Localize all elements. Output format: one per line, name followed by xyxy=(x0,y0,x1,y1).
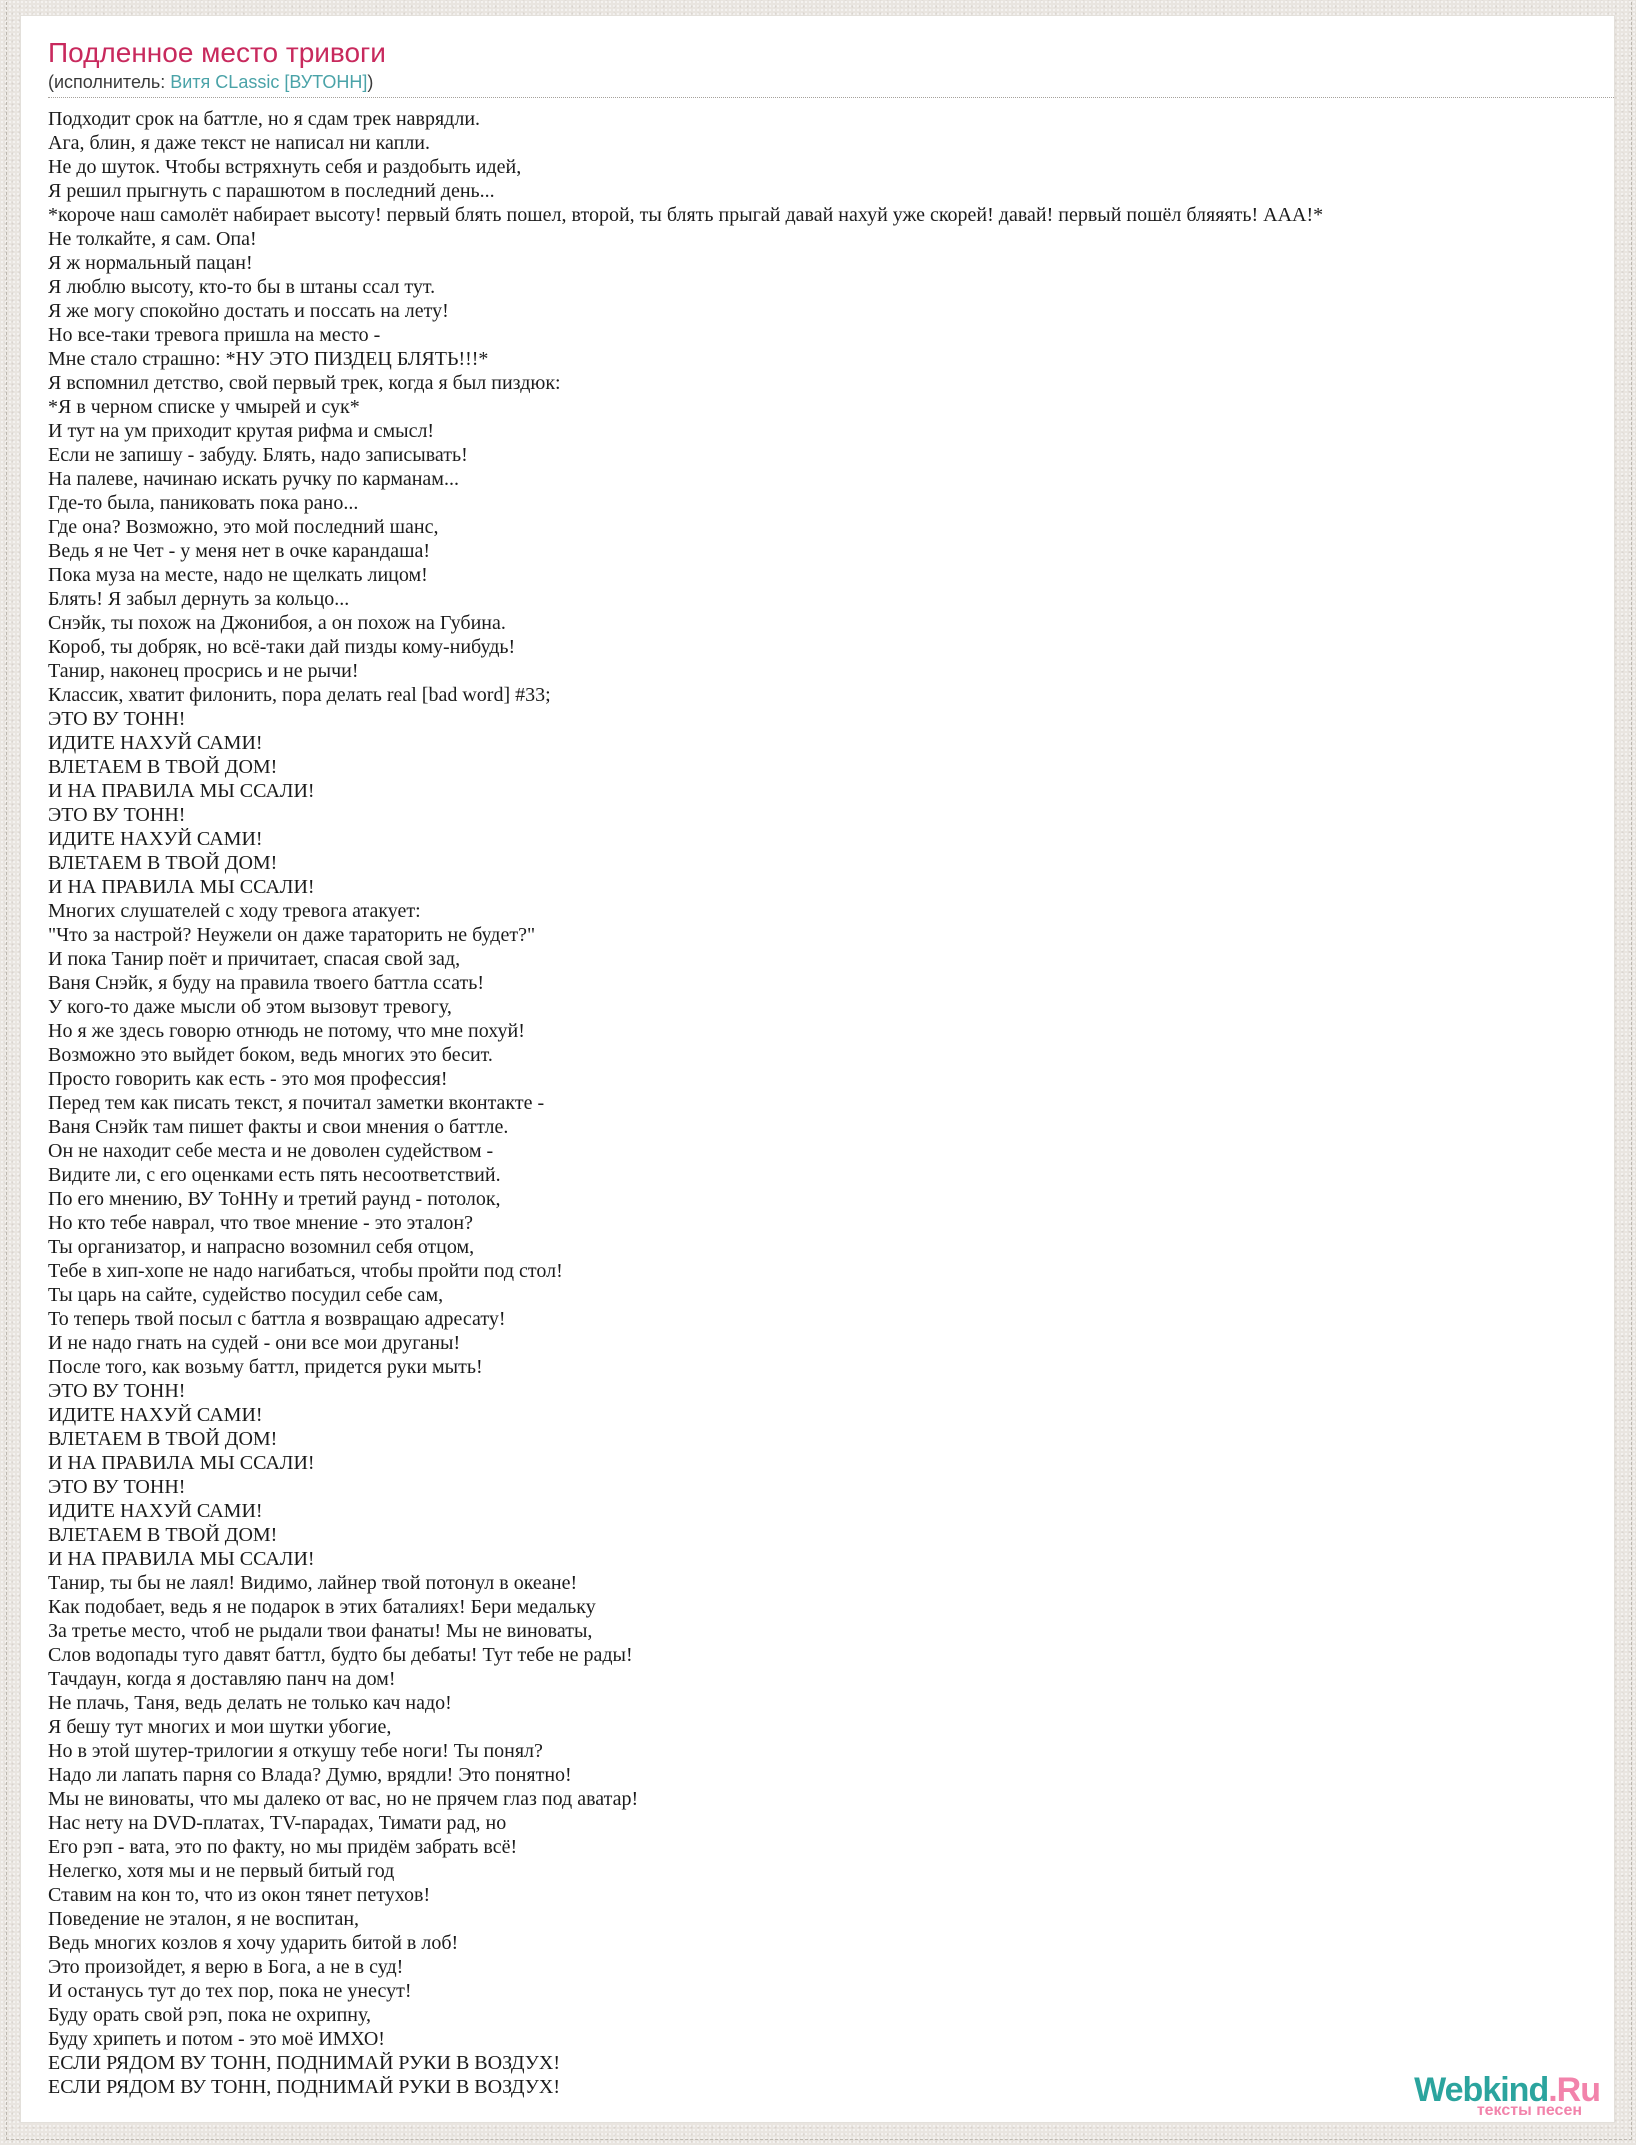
lyric-line: То теперь твой посыл с баттла я возвращаю адресату! xyxy=(48,1308,506,1330)
lyric-line: ВЛЕТАЕМ В ТВОЙ ДОМ! xyxy=(48,1428,278,1450)
lyric-line: "Что за настрой? Неужели он даже тараторить не будет?" xyxy=(48,924,536,946)
lyric-line: ИДИТЕ НАХУЙ САМИ! xyxy=(48,1404,263,1426)
lyric-line: Классик, хватит филонить, пора делать real [bad word] #33; xyxy=(48,684,551,706)
lyric-line: Поведение не эталон, я не воспитан, xyxy=(48,1908,360,1930)
lyric-line: ИДИТЕ НАХУЙ САМИ! xyxy=(48,1500,263,1522)
lyric-line: За третье место, чтоб не рыдали твои фанаты! Мы не виноваты, xyxy=(48,1620,593,1642)
lyric-line: На палеве, начинаю искать ручку по карманам... xyxy=(48,468,459,490)
lyric-line: Ты царь на сайте, судейство посудил себе сам, xyxy=(48,1284,444,1306)
lyric-line: И НА ПРАВИЛА МЫ ССАЛИ! xyxy=(48,780,315,802)
lyric-line: ЭТО ВУ ТОНН! xyxy=(48,804,186,826)
lyric-line: ЭТО ВУ ТОНН! xyxy=(48,1380,186,1402)
lyric-line: Мне стало страшно: *НУ ЭТО ПИЗДЕЦ БЛЯТЬ!!!* xyxy=(48,348,489,370)
lyric-line: ЭТО ВУ ТОНН! xyxy=(48,708,186,730)
lyric-line: Нас нету на DVD-платах, TV-парадах, Тимати рад, но xyxy=(48,1812,507,1834)
lyric-line: Не до шуток. Чтобы встряхнуть себя и раздобыть идей, xyxy=(48,156,522,178)
artist-suffix-label: ) xyxy=(367,72,374,92)
lyric-line: Тебе в хип-хопе не надо нагибаться, чтобы пройти под стол! xyxy=(48,1260,563,1282)
lyric-line: Пока муза на месте, надо не щелкать лицом! xyxy=(48,564,428,586)
lyric-line: У кого-то даже мысли об этом вызовут тревогу, xyxy=(48,996,452,1018)
lyric-line: Танир, наконец просрись и не рычи! xyxy=(48,660,359,682)
lyric-line: Ваня Снэйк там пишет факты и свои мнения о баттле. xyxy=(48,1116,509,1138)
lyric-line: ЕСЛИ РЯДОМ ВУ ТОНН, ПОДНИМАЙ РУКИ В ВОЗДУХ! xyxy=(48,2076,561,2098)
lyric-line: Подходит срок на баттле, но я сдам трек наврядли. xyxy=(48,108,481,130)
lyric-line: Тачдаун, когда я доставляю панч на дом! xyxy=(48,1668,396,1690)
lyric-line: И НА ПРАВИЛА МЫ ССАЛИ! xyxy=(48,1452,315,1474)
lyric-line: И тут на ум приходит крутая рифма и смысл! xyxy=(48,420,435,442)
lyric-line: И пока Танир поёт и причитает, спасая свой зад, xyxy=(48,948,461,970)
lyric-line: Не плачь, Таня, ведь делать не только кач надо! xyxy=(48,1692,452,1714)
lyric-line: Я же могу спокойно достать и поссать на лету! xyxy=(48,300,449,322)
lyric-line: Слов водопады туго давят баттл, будто бы дебаты! Тут тебе не рады! xyxy=(48,1644,633,1666)
lyric-line: Нелегко, хотя мы и не первый битый год xyxy=(48,1860,395,1882)
lyric-line: ИДИТЕ НАХУЙ САМИ! xyxy=(48,828,263,850)
artist-prefix-label: (исполнитель: xyxy=(48,72,171,92)
lyric-line: Я решил прыгнуть с парашютом в последний день... xyxy=(48,180,495,202)
lyrics-text xyxy=(48,107,1614,2099)
lyric-line: Ваня Снэйк, я буду на правила твоего баттла ссать! xyxy=(48,972,484,994)
lyric-line: Но кто тебе наврал, что твое мнение - это эталон? xyxy=(48,1212,473,1234)
lyric-line: После того, как возьму баттл, придется руки мыть! xyxy=(48,1356,483,1378)
lyric-line: ЭТО ВУ ТОНН! xyxy=(48,1476,186,1498)
lyric-line: Где-то была, паниковать пока рано... xyxy=(48,492,359,514)
lyric-line: Надо ли лапать парня со Влада? Думю, врядли! Это понятно! xyxy=(48,1764,572,1786)
lyric-line: По его мнению, ВУ ТоННу и третий раунд - потолок, xyxy=(48,1188,501,1210)
lyric-line: Буду хрипеть и потом - это моё ИМХО! xyxy=(48,2028,385,2050)
lyric-line: Это произойдет, я верю в Бога, а не в суд! xyxy=(48,1956,404,1978)
lyric-line: Буду орать свой рэп, пока не охрипну, xyxy=(48,2004,371,2026)
lyric-line: *Я в черном списке у чмырей и сук* xyxy=(48,396,360,418)
lyric-line: И не надо гнать на судей - они все мои друганы! xyxy=(48,1332,461,1354)
lyric-line: Ты организатор, и напрасно возомнил себя отцом, xyxy=(48,1236,475,1258)
lyric-line: Ведь многих козлов я хочу ударить битой в лоб! xyxy=(48,1932,459,1954)
lyric-line: *короче наш самолёт набирает высоту! первый блять пошел, второй, ты блять прыгай давай нахуй уже скорей! давай! первый пошёл бляяять! ААА!* xyxy=(48,204,1324,226)
logo-webkind-label: Webkind xyxy=(1414,2071,1549,2109)
lyric-line: Где она? Возможно, это мой последний шанс, xyxy=(48,516,439,538)
lyric-line: И останусь тут до тех пор, пока не унесут! xyxy=(48,1980,412,2002)
lyric-line: Как подобает, ведь я не подарок в этих баталиях! Бери медальку xyxy=(48,1596,596,1618)
dotted-separator xyxy=(48,97,1614,98)
lyric-line: Мы не виноваты, что мы далеко от вас, но не прячем глаз под аватар! xyxy=(48,1788,639,1810)
lyric-line: ИДИТЕ НАХУЙ САМИ! xyxy=(48,732,263,754)
lyric-line: Ведь я не Чет - у меня нет в очке карандаша! xyxy=(48,540,431,562)
lyric-line: Танир, ты бы не лаял! Видимо, лайнер твой потонул в океане! xyxy=(48,1572,578,1594)
lyric-line: Видите ли, с его оценками есть пять несоответствий. xyxy=(48,1164,501,1186)
lyric-line: Ставим на кон то, что из окон тянет петухов! xyxy=(48,1884,431,1906)
lyric-line: Но в этой шутер-трилогии я откушу тебе ноги! Ты понял? xyxy=(48,1740,543,1762)
lyric-line: И НА ПРАВИЛА МЫ ССАЛИ! xyxy=(48,1548,315,1570)
lyric-line: Я ж нормальный пацан! xyxy=(48,252,253,274)
lyric-line: Блять! Я забыл дернуть за кольцо... xyxy=(48,588,350,610)
logo-ru-label: .Ru xyxy=(1548,2071,1600,2109)
logo-subtitle: тексты песен xyxy=(1476,2102,1582,2119)
lyrics-card xyxy=(20,15,1615,2123)
lyric-line: Его рэп - вата, это по факту, но мы придём забрать всё! xyxy=(48,1836,518,1858)
lyric-line: Многих слушателей с ходу тревога атакует: xyxy=(48,900,421,922)
footer xyxy=(1414,2071,1600,2120)
lyric-line: ЕСЛИ РЯДОМ ВУ ТОНН, ПОДНИМАЙ РУКИ В ВОЗДУХ! xyxy=(48,2052,561,2074)
lyric-line: ВЛЕТАЕМ В ТВОЙ ДОМ! xyxy=(48,852,278,874)
lyric-line: Если не запишу - забуду. Блять, надо записывать! xyxy=(48,444,468,466)
lyric-line: Перед тем как писать текст, я почитал заметки вконтакте - xyxy=(48,1092,545,1114)
lyric-line: Возможно это выйдет боком, ведь многих это бесит. xyxy=(48,1044,493,1066)
webkind-logo-link[interactable] xyxy=(1414,2071,1600,2119)
lyric-line: Но я же здесь говорю отнюдь не потому, что мне похуй! xyxy=(48,1020,525,1042)
lyric-line: ВЛЕТАЕМ В ТВОЙ ДОМ! xyxy=(48,1524,278,1546)
lyric-line: Я люблю высоту, кто-то бы в штаны ссал тут. xyxy=(48,276,436,298)
lyric-line: Снэйк, ты похож на Джонибоя, а он похож на Губина. xyxy=(48,612,506,634)
lyric-line: Я вспомнил детство, свой первый трек, когда я был пиздюк: xyxy=(48,372,561,394)
lyric-line: Короб, ты добряк, но всё-таки дай пизды кому-нибудь! xyxy=(48,636,516,658)
card-content xyxy=(21,16,1614,2099)
song-title: Подленное место тривоги xyxy=(48,37,386,68)
artist-line xyxy=(48,71,1614,93)
lyric-line: Просто говорить как есть - это моя профессия! xyxy=(48,1068,448,1090)
artist-link[interactable]: Витя CLassic [ВУТОНН] xyxy=(170,72,368,92)
lyric-line: Ага, блин, я даже текст не написал ни капли. xyxy=(48,132,431,154)
lyric-line: Но все-таки тревога пришла на место - xyxy=(48,324,381,346)
lyric-line: Он не находит себе места и не доволен судейством - xyxy=(48,1140,494,1162)
lyric-line: Я бешу тут многих и мои шутки убогие, xyxy=(48,1716,392,1738)
lyric-line: ВЛЕТАЕМ В ТВОЙ ДОМ! xyxy=(48,756,278,778)
lyric-line: Не толкайте, я сам. Опа! xyxy=(48,228,257,250)
lyric-line: И НА ПРАВИЛА МЫ ССАЛИ! xyxy=(48,876,315,898)
